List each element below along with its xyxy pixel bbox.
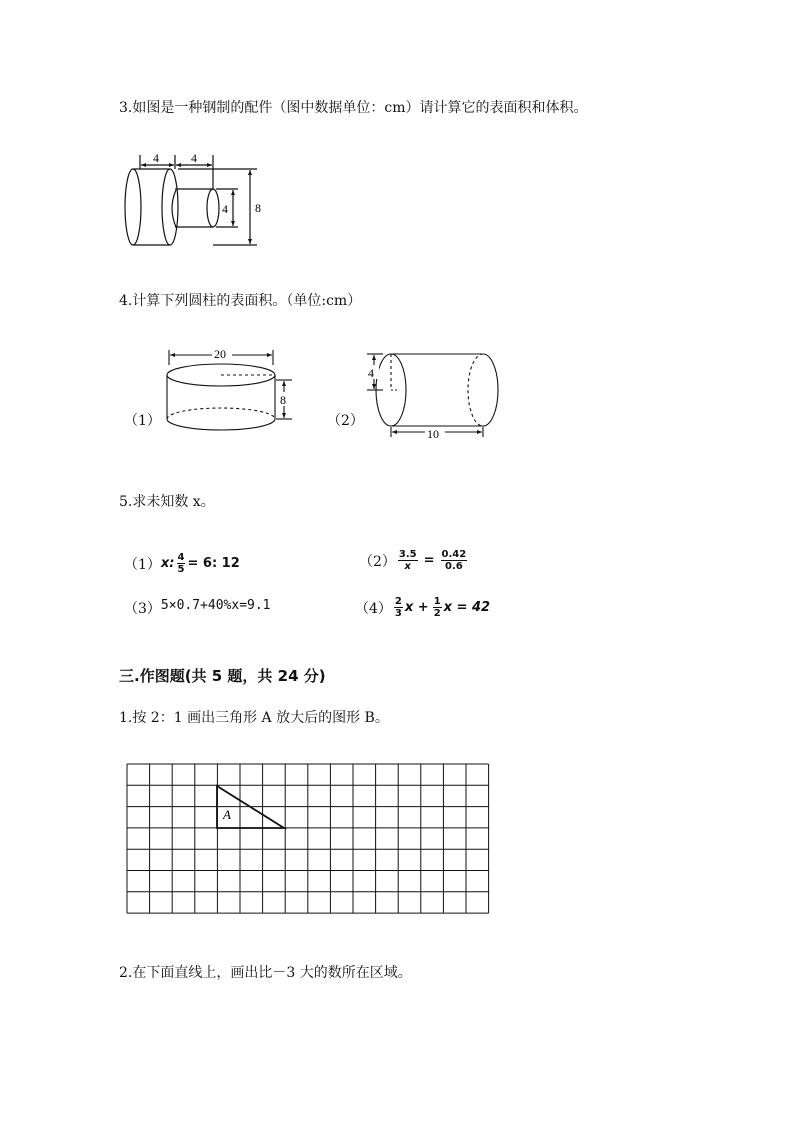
eq2-fraction-2 (441, 549, 468, 572)
cyl2-radius-label: 4 (368, 366, 374, 380)
equation-3 (124, 598, 271, 618)
dim-left-width: 4 (153, 151, 159, 165)
eq2-frac1-num: 3.5 (398, 549, 417, 560)
eq2-frac1-den: x (404, 561, 411, 572)
eq4-label: （4） (355, 600, 392, 617)
cylinder-figure-2 (363, 345, 508, 445)
dim-right-width: 4 (191, 151, 197, 165)
eq4-rhs: x = 42 (443, 600, 491, 615)
dim-small-diameter: 4 (222, 202, 228, 216)
q4-figure-2-label: （2） (327, 413, 364, 429)
eq2-frac2-den: 0.6 (445, 561, 463, 572)
eq4-f2-num: 1 (433, 596, 441, 607)
section-3-question-1-text: 1.按 2：1 画出三角形 A 放大后的图形 B。 (119, 710, 389, 726)
equation-4 (355, 596, 490, 619)
eq4-f1-den: 3 (394, 608, 402, 619)
q4-figure-1-label: （1） (124, 413, 161, 429)
eq4-fraction-2 (433, 596, 442, 619)
triangle-a-label: A (223, 807, 231, 822)
cyl1-diameter-label: 20 (214, 347, 226, 361)
drawing-grid[interactable] (126, 763, 490, 916)
section-3-title: 三.作图题(共 5 题，共 24 分) (119, 667, 326, 685)
eq3-text: 5×0.7+40%x=9.1 (160, 598, 271, 613)
eq1-rhs: = 6: 12 (187, 556, 240, 571)
eq3-label: （3） (124, 601, 161, 617)
eq4-f1-num: 2 (394, 596, 402, 607)
question-4-text: 4.计算下列圆柱的表面积。（单位:cm） (119, 293, 362, 309)
cylinder-figure-1 (160, 345, 300, 440)
equation-1 (124, 552, 240, 575)
eq1-lhs: x: (160, 556, 175, 571)
eq2-label: （2） (359, 553, 396, 570)
cyl2-length-label: 10 (427, 427, 439, 441)
section-3-question-2-text: 2.在下面直线上，画出比－3 大的数所在区域。 (119, 965, 412, 981)
question-3-text: 3.如图是一种钢制的配件（图中数据单位：cm）请计算它的表面积和体积。 (119, 100, 588, 116)
eq1-fraction (177, 552, 186, 575)
eq2-fraction-1 (398, 549, 418, 572)
equation-2 (359, 549, 469, 572)
eq1-frac-num: 4 (177, 552, 185, 563)
eq2-frac2-num: 0.42 (441, 549, 467, 560)
cyl1-height-label: 8 (280, 393, 286, 407)
eq1-label: （1） (124, 556, 161, 573)
dim-large-diameter: 8 (255, 201, 261, 215)
eq4-fraction-1 (394, 596, 403, 619)
eq4-f2-den: 2 (433, 608, 441, 619)
eq2-equals: = (423, 553, 435, 568)
eq4-mid: x + (404, 600, 429, 615)
eq1-frac-den: 5 (177, 564, 185, 575)
question-5-text: 5.求未知数 x。 (119, 494, 215, 510)
steel-part-figure (120, 150, 280, 250)
